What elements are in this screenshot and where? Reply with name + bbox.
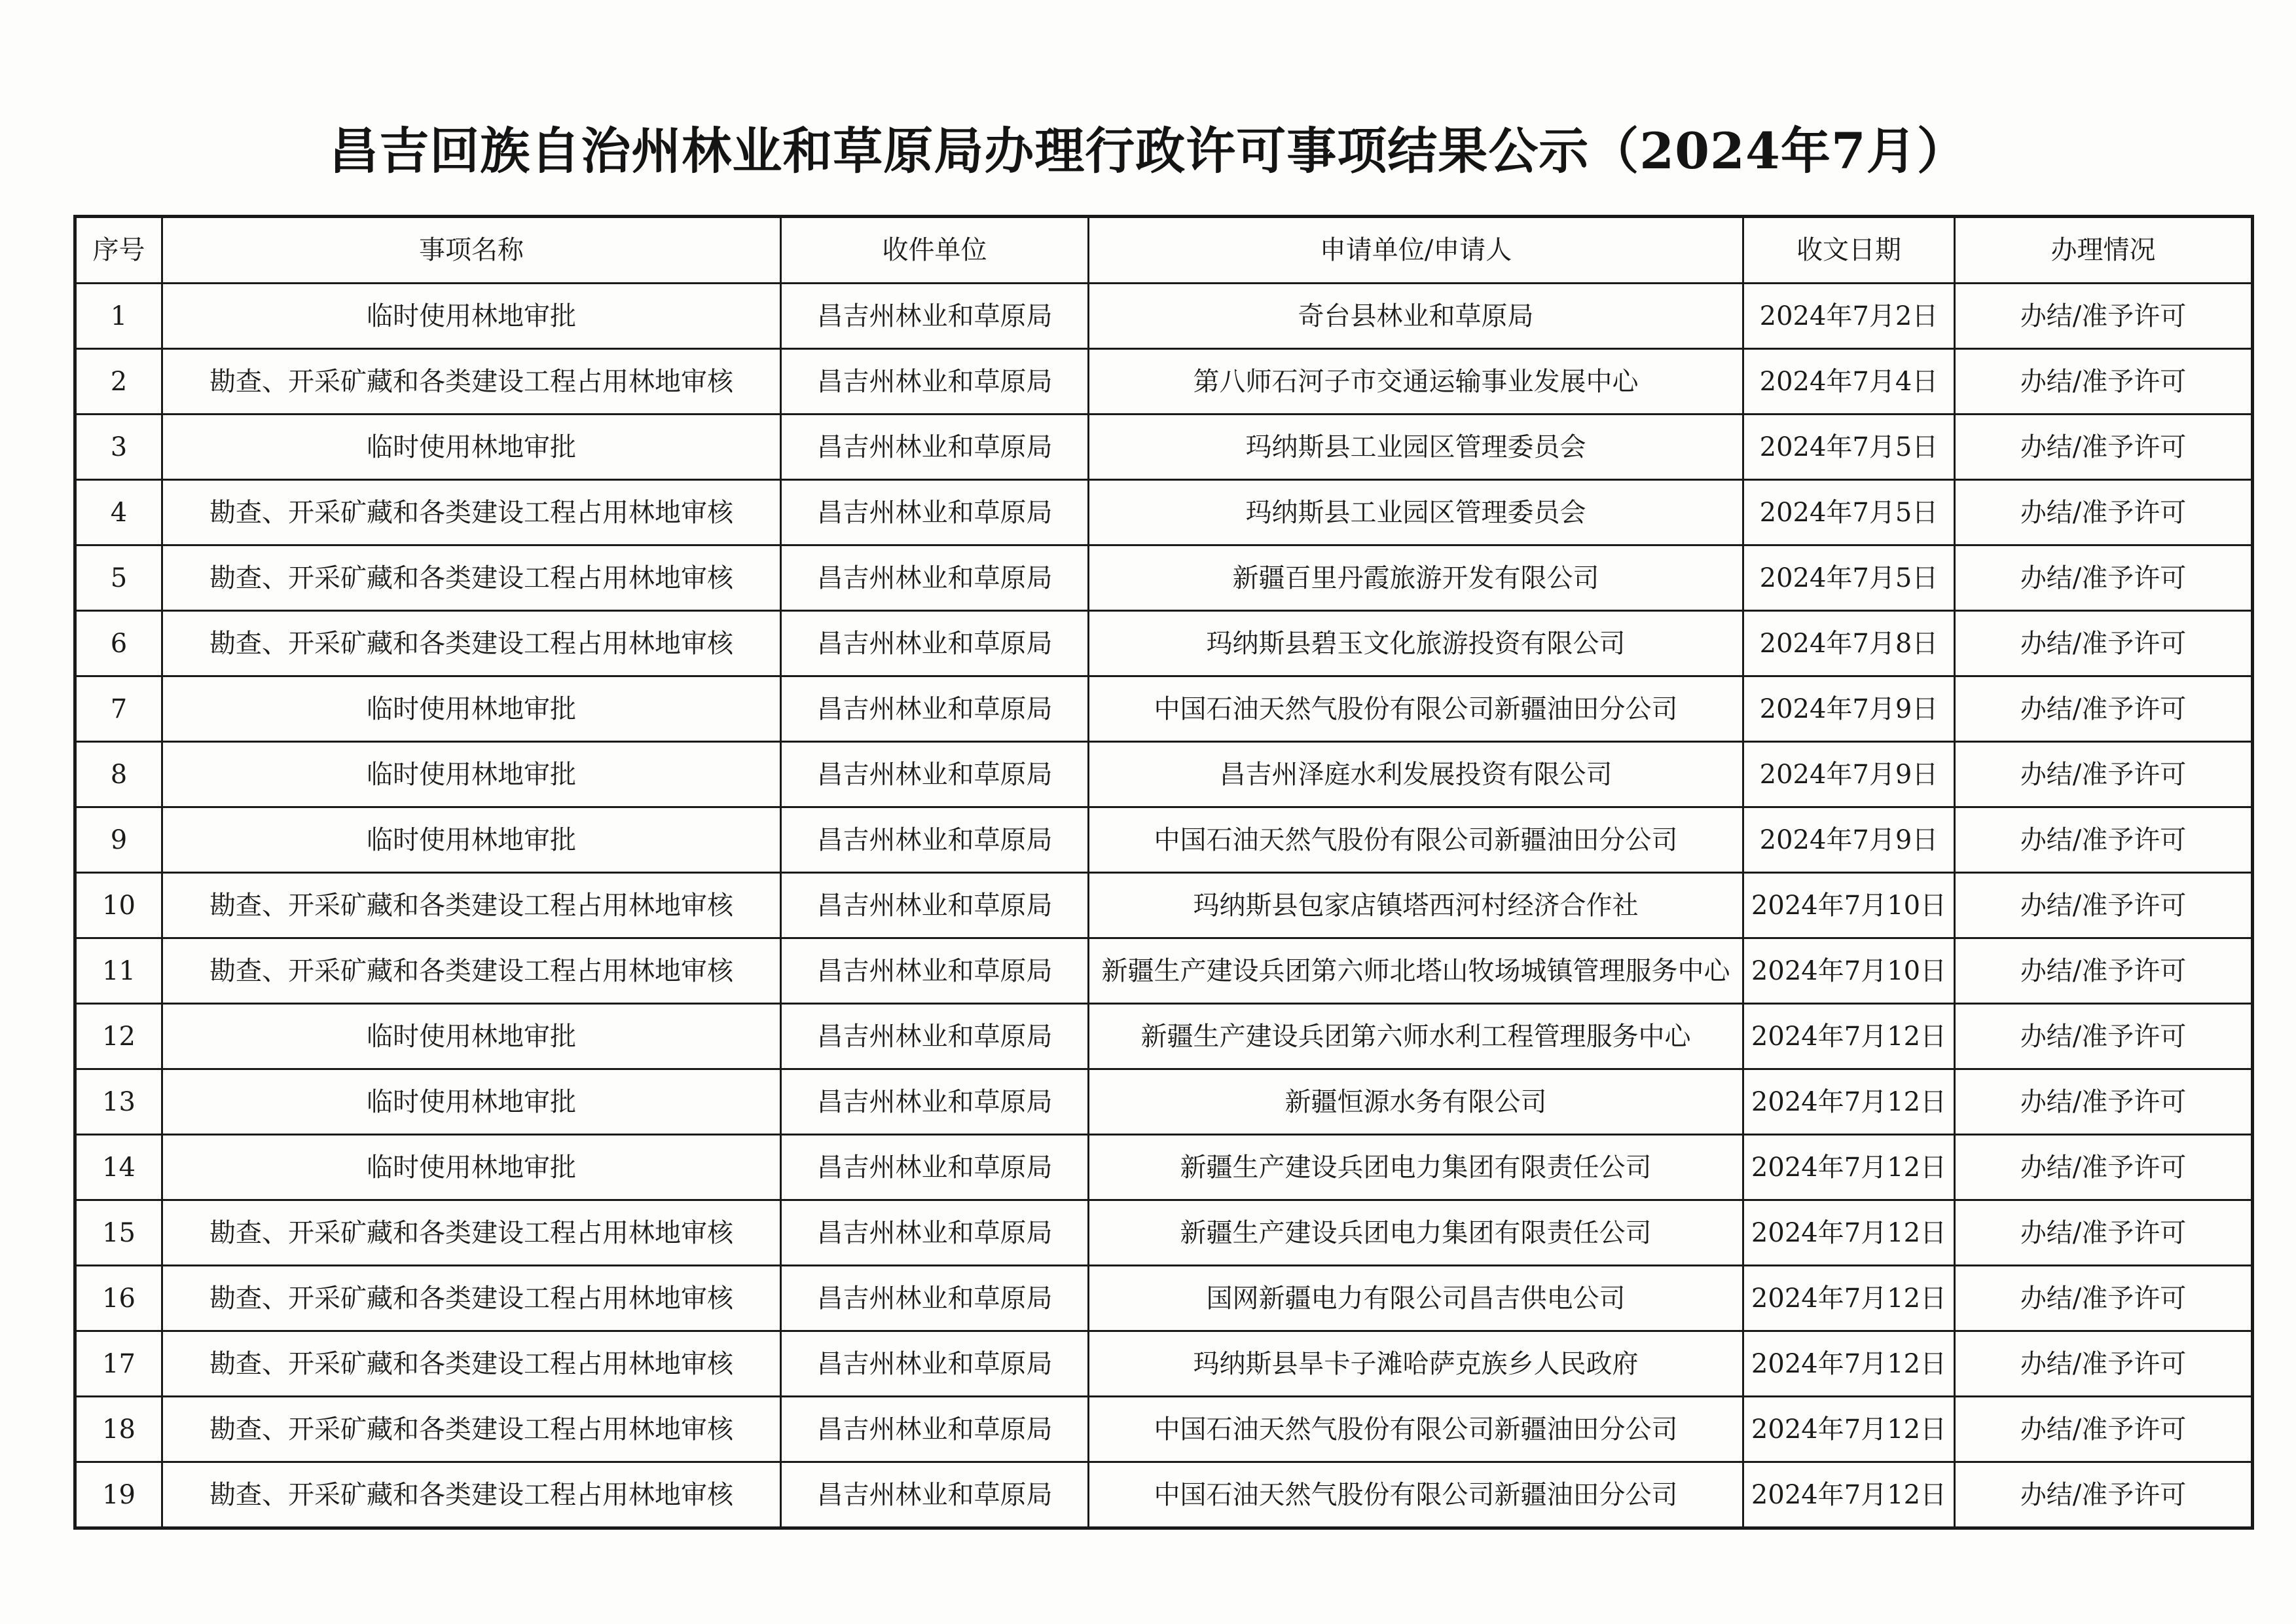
- table-body: [75, 284, 2253, 1528]
- cell-status: 办结/准予许可: [1955, 1004, 2253, 1069]
- cell-applicant: 中国石油天然气股份有限公司新疆油田分公司: [1089, 1397, 1743, 1462]
- cell-receiving-unit: 昌吉州林业和草原局: [781, 1462, 1089, 1528]
- document-title: 昌吉回族自治州林业和草原局办理行政许可事项结果公示（2024年7月）: [329, 122, 1967, 180]
- cell-received-date: 2024年7月12日: [1743, 1462, 1955, 1528]
- cell-receiving-unit: 昌吉州林业和草原局: [781, 1135, 1089, 1200]
- cell-applicant: 玛纳斯县工业园区管理委员会: [1089, 415, 1743, 480]
- table-row: [75, 1004, 2253, 1069]
- table-row: [75, 1266, 2253, 1331]
- cell-no: 4: [75, 480, 162, 545]
- cell-received-date: 2024年7月9日: [1743, 807, 1955, 873]
- permit-results-table: [73, 215, 2254, 1530]
- cell-item-name: 勘查、开采矿藏和各类建设工程占用林地审核: [162, 349, 781, 415]
- cell-status: 办结/准予许可: [1955, 938, 2253, 1004]
- cell-receiving-unit: 昌吉州林业和草原局: [781, 742, 1089, 807]
- cell-receiving-unit: 昌吉州林业和草原局: [781, 284, 1089, 349]
- cell-no: 11: [75, 938, 162, 1004]
- cell-applicant: 玛纳斯县旱卡子滩哈萨克族乡人民政府: [1089, 1331, 1743, 1397]
- cell-no: 8: [75, 742, 162, 807]
- cell-no: 14: [75, 1135, 162, 1200]
- cell-receiving-unit: 昌吉州林业和草原局: [781, 480, 1089, 545]
- cell-status: 办结/准予许可: [1955, 742, 2253, 807]
- cell-received-date: 2024年7月12日: [1743, 1200, 1955, 1266]
- cell-no: 19: [75, 1462, 162, 1528]
- cell-received-date: 2024年7月8日: [1743, 611, 1955, 676]
- cell-receiving-unit: 昌吉州林业和草原局: [781, 1397, 1089, 1462]
- header-status: 办理情况: [1955, 217, 2253, 284]
- table-row: [75, 873, 2253, 938]
- cell-received-date: 2024年7月12日: [1743, 1331, 1955, 1397]
- header-item-name: 事项名称: [162, 217, 781, 284]
- cell-received-date: 2024年7月10日: [1743, 938, 1955, 1004]
- cell-item-name: 勘查、开采矿藏和各类建设工程占用林地审核: [162, 1331, 781, 1397]
- cell-status: 办结/准予许可: [1955, 545, 2253, 611]
- cell-applicant: 玛纳斯县包家店镇塔西河村经济合作社: [1089, 873, 1743, 938]
- cell-status: 办结/准予许可: [1955, 807, 2253, 873]
- cell-receiving-unit: 昌吉州林业和草原局: [781, 807, 1089, 873]
- table-row: [75, 1200, 2253, 1266]
- cell-item-name: 临时使用林地审批: [162, 1069, 781, 1135]
- cell-applicant: 昌吉州泽庭水利发展投资有限公司: [1089, 742, 1743, 807]
- cell-item-name: 临时使用林地审批: [162, 415, 781, 480]
- cell-no: 10: [75, 873, 162, 938]
- cell-received-date: 2024年7月12日: [1743, 1069, 1955, 1135]
- cell-item-name: 勘查、开采矿藏和各类建设工程占用林地审核: [162, 1397, 781, 1462]
- cell-no: 5: [75, 545, 162, 611]
- table-row: [75, 415, 2253, 480]
- cell-applicant: 国网新疆电力有限公司昌吉供电公司: [1089, 1266, 1743, 1331]
- cell-item-name: 勘查、开采矿藏和各类建设工程占用林地审核: [162, 611, 781, 676]
- cell-status: 办结/准予许可: [1955, 415, 2253, 480]
- cell-item-name: 临时使用林地审批: [162, 676, 781, 742]
- cell-receiving-unit: 昌吉州林业和草原局: [781, 545, 1089, 611]
- cell-receiving-unit: 昌吉州林业和草原局: [781, 1200, 1089, 1266]
- cell-item-name: 勘查、开采矿藏和各类建设工程占用林地审核: [162, 1266, 781, 1331]
- table-row: [75, 284, 2253, 349]
- cell-item-name: 临时使用林地审批: [162, 1004, 781, 1069]
- table-row: [75, 676, 2253, 742]
- cell-applicant: 奇台县林业和草原局: [1089, 284, 1743, 349]
- cell-no: 12: [75, 1004, 162, 1069]
- cell-status: 办结/准予许可: [1955, 1462, 2253, 1528]
- table-row: [75, 480, 2253, 545]
- cell-item-name: 勘查、开采矿藏和各类建设工程占用林地审核: [162, 1200, 781, 1266]
- cell-status: 办结/准予许可: [1955, 611, 2253, 676]
- cell-received-date: 2024年7月9日: [1743, 676, 1955, 742]
- cell-item-name: 临时使用林地审批: [162, 1135, 781, 1200]
- cell-received-date: 2024年7月2日: [1743, 284, 1955, 349]
- table-row: [75, 545, 2253, 611]
- cell-no: 7: [75, 676, 162, 742]
- cell-receiving-unit: 昌吉州林业和草原局: [781, 1004, 1089, 1069]
- table-row: [75, 1069, 2253, 1135]
- cell-status: 办结/准予许可: [1955, 480, 2253, 545]
- header-no: 序号: [75, 217, 162, 284]
- cell-no: 18: [75, 1397, 162, 1462]
- header-applicant: 申请单位/申请人: [1089, 217, 1743, 284]
- cell-receiving-unit: 昌吉州林业和草原局: [781, 415, 1089, 480]
- cell-status: 办结/准予许可: [1955, 1331, 2253, 1397]
- cell-status: 办结/准予许可: [1955, 284, 2253, 349]
- cell-applicant: 新疆生产建设兵团第六师水利工程管理服务中心: [1089, 1004, 1743, 1069]
- header-received-date: 收文日期: [1743, 217, 1955, 284]
- cell-receiving-unit: 昌吉州林业和草原局: [781, 1266, 1089, 1331]
- cell-applicant: 新疆恒源水务有限公司: [1089, 1069, 1743, 1135]
- cell-status: 办结/准予许可: [1955, 676, 2253, 742]
- cell-applicant: 新疆生产建设兵团电力集团有限责任公司: [1089, 1200, 1743, 1266]
- cell-status: 办结/准予许可: [1955, 1135, 2253, 1200]
- cell-applicant: 新疆生产建设兵团第六师北塔山牧场城镇管理服务中心: [1089, 938, 1743, 1004]
- table-row: [75, 1397, 2253, 1462]
- table-row: [75, 1135, 2253, 1200]
- cell-receiving-unit: 昌吉州林业和草原局: [781, 1069, 1089, 1135]
- cell-item-name: 勘查、开采矿藏和各类建设工程占用林地审核: [162, 938, 781, 1004]
- cell-receiving-unit: 昌吉州林业和草原局: [781, 873, 1089, 938]
- cell-received-date: 2024年7月12日: [1743, 1004, 1955, 1069]
- cell-applicant: 中国石油天然气股份有限公司新疆油田分公司: [1089, 676, 1743, 742]
- cell-no: 1: [75, 284, 162, 349]
- table-row: [75, 1462, 2253, 1528]
- cell-item-name: 临时使用林地审批: [162, 807, 781, 873]
- cell-received-date: 2024年7月10日: [1743, 873, 1955, 938]
- cell-receiving-unit: 昌吉州林业和草原局: [781, 676, 1089, 742]
- cell-item-name: 勘查、开采矿藏和各类建设工程占用林地审核: [162, 480, 781, 545]
- cell-no: 9: [75, 807, 162, 873]
- cell-received-date: 2024年7月4日: [1743, 349, 1955, 415]
- table-row: [75, 611, 2253, 676]
- table-row: [75, 1331, 2253, 1397]
- cell-received-date: 2024年7月5日: [1743, 545, 1955, 611]
- cell-received-date: 2024年7月5日: [1743, 415, 1955, 480]
- table-row: [75, 742, 2253, 807]
- cell-receiving-unit: 昌吉州林业和草原局: [781, 938, 1089, 1004]
- table-row: [75, 807, 2253, 873]
- cell-no: 16: [75, 1266, 162, 1331]
- cell-received-date: 2024年7月5日: [1743, 480, 1955, 545]
- cell-no: 15: [75, 1200, 162, 1266]
- table-header-row: [75, 217, 2253, 284]
- cell-status: 办结/准予许可: [1955, 1266, 2253, 1331]
- cell-status: 办结/准予许可: [1955, 1200, 2253, 1266]
- cell-received-date: 2024年7月12日: [1743, 1397, 1955, 1462]
- cell-no: 3: [75, 415, 162, 480]
- cell-receiving-unit: 昌吉州林业和草原局: [781, 1331, 1089, 1397]
- cell-receiving-unit: 昌吉州林业和草原局: [781, 611, 1089, 676]
- cell-no: 17: [75, 1331, 162, 1397]
- cell-receiving-unit: 昌吉州林业和草原局: [781, 349, 1089, 415]
- header-receiving-unit: 收件单位: [781, 217, 1089, 284]
- cell-status: 办结/准予许可: [1955, 1069, 2253, 1135]
- cell-status: 办结/准予许可: [1955, 1397, 2253, 1462]
- cell-item-name: 临时使用林地审批: [162, 284, 781, 349]
- cell-no: 6: [75, 611, 162, 676]
- cell-received-date: 2024年7月12日: [1743, 1135, 1955, 1200]
- cell-applicant: 新疆生产建设兵团电力集团有限责任公司: [1089, 1135, 1743, 1200]
- cell-status: 办结/准予许可: [1955, 349, 2253, 415]
- cell-item-name: 勘查、开采矿藏和各类建设工程占用林地审核: [162, 873, 781, 938]
- cell-item-name: 勘查、开采矿藏和各类建设工程占用林地审核: [162, 1462, 781, 1528]
- cell-item-name: 临时使用林地审批: [162, 742, 781, 807]
- table-row: [75, 938, 2253, 1004]
- cell-item-name: 勘查、开采矿藏和各类建设工程占用林地审核: [162, 545, 781, 611]
- cell-status: 办结/准予许可: [1955, 873, 2253, 938]
- cell-received-date: 2024年7月9日: [1743, 742, 1955, 807]
- cell-applicant: 玛纳斯县碧玉文化旅游投资有限公司: [1089, 611, 1743, 676]
- cell-applicant: 中国石油天然气股份有限公司新疆油田分公司: [1089, 807, 1743, 873]
- cell-received-date: 2024年7月12日: [1743, 1266, 1955, 1331]
- table-row: [75, 349, 2253, 415]
- cell-no: 2: [75, 349, 162, 415]
- cell-applicant: 玛纳斯县工业园区管理委员会: [1089, 480, 1743, 545]
- cell-applicant: 新疆百里丹霞旅游开发有限公司: [1089, 545, 1743, 611]
- cell-applicant: 中国石油天然气股份有限公司新疆油田分公司: [1089, 1462, 1743, 1528]
- cell-no: 13: [75, 1069, 162, 1135]
- cell-applicant: 第八师石河子市交通运输事业发展中心: [1089, 349, 1743, 415]
